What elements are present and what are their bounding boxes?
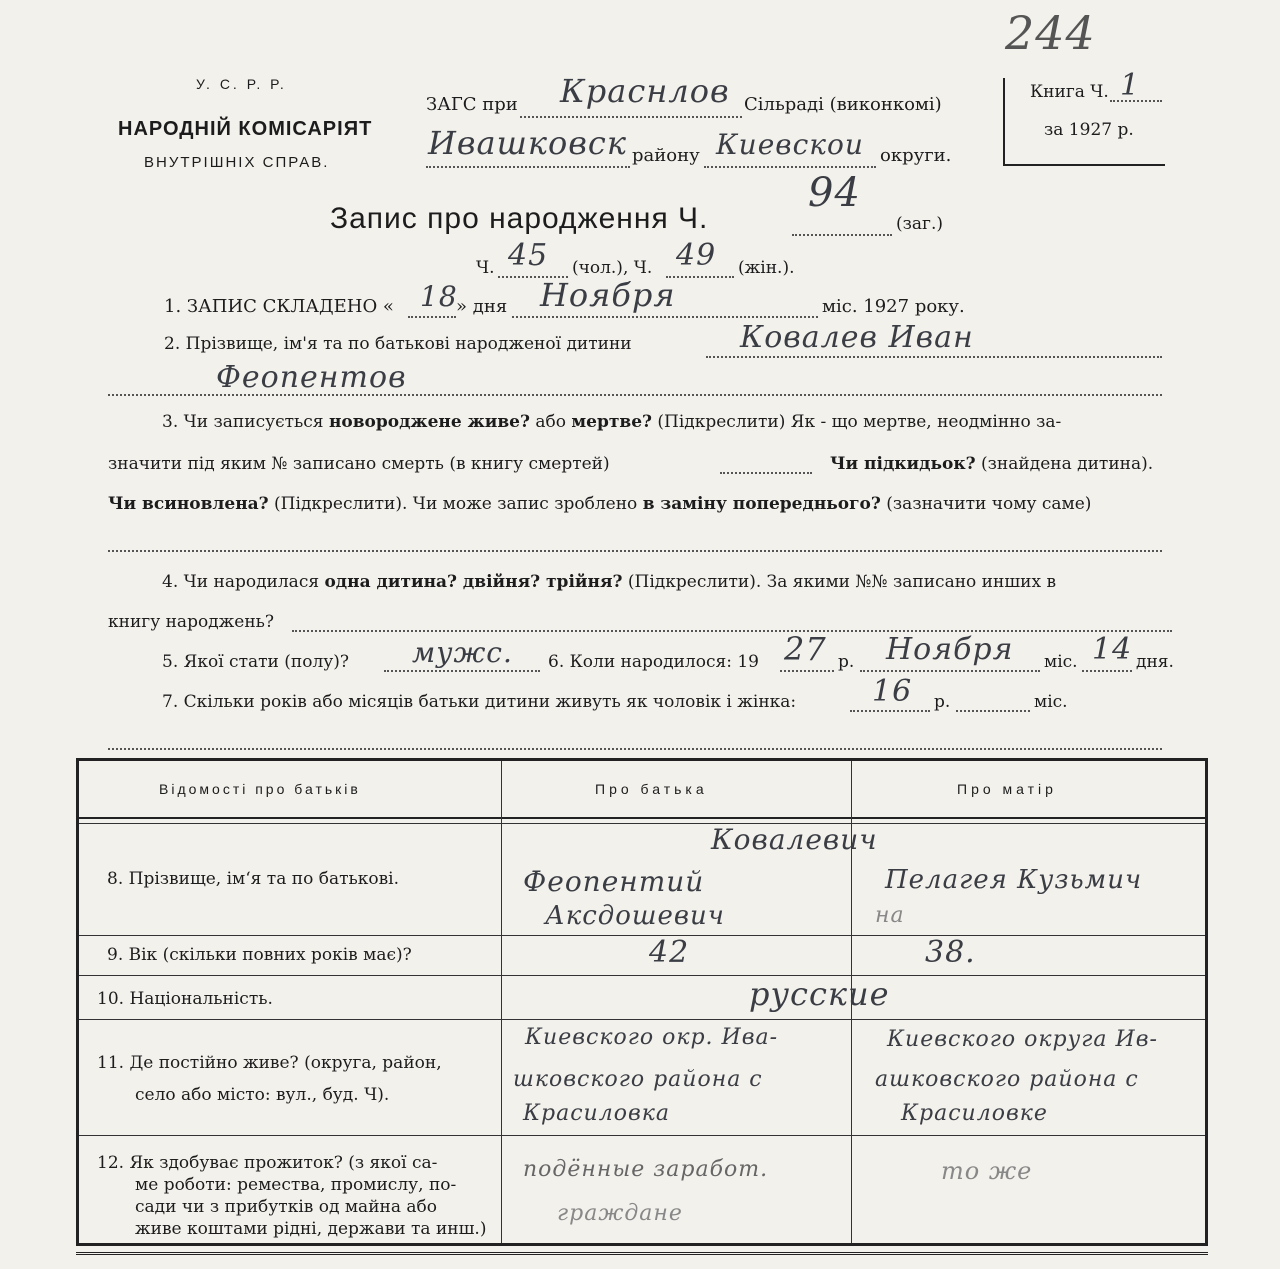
title-suffix: (заг.): [896, 214, 943, 234]
item1-day-suffix: » дня: [456, 296, 508, 317]
row12-label-4: живе коштами рідні, держави та инш.): [135, 1219, 487, 1239]
record-number-handwritten: 94: [808, 170, 861, 216]
female-number-handwritten: 49: [676, 238, 717, 273]
item6-day-handwritten: 14: [1092, 632, 1133, 667]
item3-line2b: Чи підкидьок? (знайдена дитина).: [830, 454, 1154, 474]
item6-month-handwritten: Ноября: [886, 632, 1014, 667]
row8-mother-line2: на: [875, 903, 905, 928]
row12-father-line1: подённые заработ.: [523, 1157, 769, 1182]
okrug-handwritten: Киевскои: [716, 128, 864, 161]
item7-years-handwritten: 16: [872, 674, 913, 709]
item3-line2a: значити під яким № записано смерть (в книгу смертей): [108, 454, 610, 474]
item7-months-suffix: міс.: [1034, 692, 1068, 712]
item6-day-suffix: дня.: [1136, 652, 1174, 672]
male-number-handwritten: 45: [508, 238, 549, 273]
row12-mother: то же: [941, 1157, 1033, 1185]
row11-mother-line3: Красиловке: [901, 1101, 1048, 1126]
book-label: Книга Ч.: [1030, 82, 1109, 102]
item3-line3: Чи всиновлена? (Підкреслити). Чи може запис зроблено в заміну попереднього? (зазначити чому саме): [108, 494, 1092, 514]
village-label: Сільраді (виконкомі): [744, 94, 942, 115]
parents-table: [76, 758, 1208, 1246]
item6-year-suffix: р.: [838, 652, 855, 672]
okrug-label: округи.: [880, 145, 952, 166]
row11-father-line2: шковского района с: [513, 1067, 763, 1092]
item4-line2: книгу народжень?: [108, 612, 275, 632]
item7-years-suffix: р.: [934, 692, 951, 712]
item6-month-suffix: міс.: [1044, 652, 1078, 672]
row11-label-1: 11. Де постійно живе? (округа, район,: [97, 1053, 442, 1073]
row8-father-line3: Аксдошевич: [545, 901, 725, 931]
row12-label-2: ме роботи: ремества, промислу, по-: [135, 1175, 457, 1195]
village-handwritten: Краснлов: [560, 72, 730, 110]
zags-prefix: ЗАГС при: [426, 94, 518, 115]
item1-month-handwritten: Ноября: [540, 276, 676, 314]
item2-label: 2. Прізвище, ім'я та по батькові народженої дитини: [164, 334, 632, 354]
row11-father-line3: Красиловка: [523, 1101, 671, 1126]
row8-label: 8. Прізвище, ім‘я та по батькові.: [107, 869, 400, 889]
item1-year: міс. 1927 року.: [822, 296, 965, 317]
row9-label: 9. Вік (скільки повних років має)?: [107, 945, 412, 965]
row11-label-2: село або місто: вул., буд. Ч).: [135, 1085, 390, 1105]
item5-sex-handwritten: мужс.: [412, 636, 513, 669]
row11-father-line1: Киевского окр. Ива-: [525, 1025, 779, 1050]
row12-label-3: сади чи з прибутків од майна або: [135, 1197, 437, 1217]
row11-mother-line2: ашковского района с: [875, 1067, 1139, 1092]
row9-mother: 38.: [925, 935, 976, 970]
item6-year-handwritten: 27: [784, 630, 827, 668]
row8-father-line1: Ковалевич: [711, 823, 878, 856]
page-number: 244: [1005, 6, 1096, 60]
male-label: (чол.), Ч.: [572, 258, 653, 278]
row12-label-1: 12. Як здобуває прожиток? (з якої са-: [97, 1153, 438, 1173]
district-handwritten: Ивашковск: [428, 124, 627, 162]
item6-label: 6. Коли народилося: 19: [548, 652, 759, 672]
record-title: Запис про народження Ч.: [330, 202, 709, 235]
table-header-info: Відомості про батьків: [159, 781, 361, 797]
item1-label: 1. ЗАПИС СКЛАДЕНО «: [164, 296, 394, 317]
row12-father-line2: граждане: [557, 1201, 683, 1226]
item1-day-handwritten: 18: [420, 280, 458, 313]
row11-mother-line1: Киевского округа Ив-: [887, 1027, 1158, 1052]
row9-father: 42: [649, 935, 690, 970]
item3-line1: 3. Чи записується новороджене живе? або мертве? (Підкреслити) Як - що мертве, неодмінно за-: [162, 412, 1062, 432]
item5-label: 5. Якої стати (полу)?: [162, 652, 349, 672]
item7-label: 7. Скільки років або місяців батьки дитини живуть як чоловік і жінка:: [162, 692, 797, 712]
item2-name-handwritten: Ковалев Иван: [740, 320, 974, 355]
male-prefix: Ч.: [476, 258, 495, 278]
book-number-handwritten: 1: [1120, 68, 1141, 103]
row10-both: русские: [749, 975, 890, 1013]
table-header-mother: Про матір: [957, 781, 1057, 797]
table-header-father: Про батька: [595, 781, 708, 797]
row8-father-line2: Феопентий: [523, 865, 705, 898]
dept-label: ВНУТРІШНІХ СПРАВ.: [144, 154, 330, 171]
book-year: за 1927 р.: [1044, 120, 1134, 140]
row8-mother-line1: Пелагея Кузьмич: [885, 865, 1143, 895]
row10-label: 10. Національність.: [97, 989, 273, 1009]
item2-patronymic-handwritten: Феопентов: [216, 360, 407, 395]
item4-line1: 4. Чи народилася одна дитина? двійня? трійня? (Підкреслити). За якими №№ записано инших в: [162, 572, 1057, 592]
district-label: району: [632, 145, 700, 166]
ministry-label: НАРОДНІЙ КОМІСАРІЯТ: [118, 118, 373, 140]
country-label: У. С. Р. Р.: [196, 76, 287, 92]
female-label: (жін.).: [738, 258, 795, 278]
